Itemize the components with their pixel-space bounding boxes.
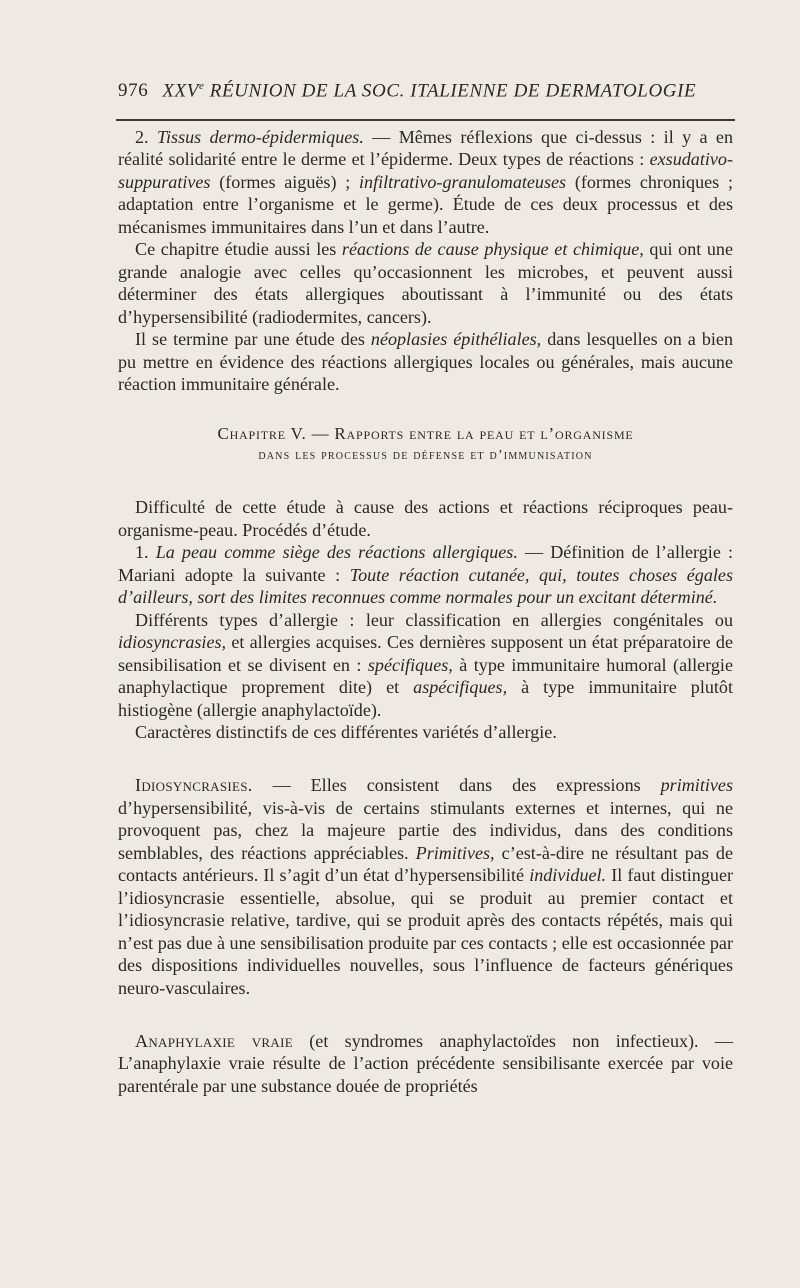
spacer — [118, 999, 733, 1030]
paragraph-types: Différents types d’allergie : leur classification en allergies congénitales ou idiosyncrasies, et allergies acquises. Ces dernières supposent un état préparatoire de sensibilisation et se divisent en : spécifiques, à type immunitaire humoral (allergie anaphylactique proprement dite) et aspécifiques, à type immunitaire plutôt histiogène (allergie anaphylactoïde). — [118, 609, 733, 720]
running-header — [118, 80, 733, 102]
paragraph-difficulte: Difficulté de cette étude à cause des actions et réactions réciproques peau-organisme-peau. Procédés d’étude. — [118, 497, 733, 540]
spacer — [118, 467, 733, 496]
page-number: 976 — [118, 80, 149, 102]
paragraph-anaphylaxie: Anaphylaxie vraie (et syndromes anaphylactoïdes non infectieux). — L’anaphylaxie vraie résulte de l’action précédente sensibilisante exercée par voie parentérale par une substance douée de propriétés — [118, 1030, 733, 1096]
running-title: XXVe RÉUNION DE LA SOC. ITALIENNE DE DERMATOLOGIE — [162, 80, 697, 102]
spacer — [118, 743, 733, 774]
chapter-heading-line2: dans les processus de défense et d’immunisation — [258, 448, 593, 464]
chapter-heading — [118, 423, 733, 467]
header-rule — [116, 119, 735, 121]
page-body — [118, 126, 733, 1097]
chapter-heading-line1: Chapitre V. — Rapports entre la peau et l’organisme — [217, 424, 634, 444]
paragraph-caracteres: Caractères distinctifs de ces différentes variétés d’allergie. — [135, 721, 557, 742]
paragraph-chapitre: Ce chapitre étudie aussi les réactions de cause physique et chimique, qui ont une grande analogie avec celles qu’occasionnent les microbes, et peuvent aussi déterminer des états allergiques aboutissant à l’immunité ou des états d’hypersensibilité (radiodermites, cancers). — [118, 239, 734, 327]
paragraph-idiosyncrasies: Idiosyncrasies. — Elles consistent dans des expressions primitives d’hypersensibilité, vis-à-vis de certains stimulants externes et internes, qui ne provoquent pas, chez la majeure partie des individus, dans des conditions semblables, des réactions appréciables. Primitives, c’est-à-dire ne résultant pas de contacts antérieurs. Il s’agit d’un état d’hypersensibilité individuel. Il faut distinguer l’idiosyncrasie essentielle, absolue, qui se produit au premier contact et l’idiosyncrasie relative, tardive, qui se produit après des contacts répétés, mais qui n’est pas due à une sensibilisation produite par ces contacts ; elle est occasionnée par des dispositions individuelles nouvelles, sous l’influence de facteurs génériques neuro-vasculaires. — [118, 775, 733, 998]
paragraph-tissus: 2. Tissus dermo-épidermiques. — Mêmes réflexions que ci-dessus : il y a en réalité solidarité entre le derme et l’épiderme. Deux types de réactions : exsudativo-suppuratives (formes aiguës) ; infiltrativo-granulomateuses (formes chroniques ; adaptation entre l’organisme et le germe). Étude de ces deux processus et des mécanismes immunitaires dans l’un et dans l’autre. — [118, 127, 733, 237]
paragraph-neoplasies: Il se termine par une étude des néoplasies épithéliales, dans lesquelles on a bien pu mettre en évidence des réactions allergiques locales ou générales, mais aucune réaction immunitaire générale. — [118, 329, 733, 394]
paragraph-allergie: 1. La peau comme siège des réactions allergiques. — Définition de l’allergie : Mariani adopte la suivante : Toute réaction cutanée, qui, toutes choses égales d’ailleurs, sort des limites reconnues comme normales pour un excitant déterminé. — [118, 542, 733, 608]
